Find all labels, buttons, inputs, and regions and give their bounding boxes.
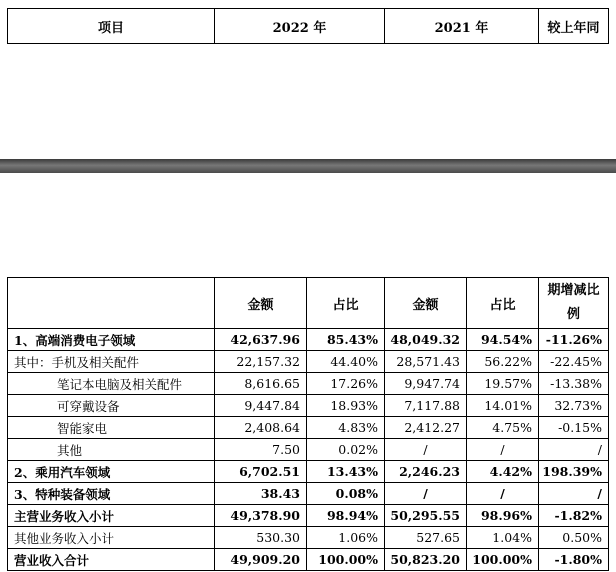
cell-change: / [539, 439, 609, 461]
cell-share-2022: 18.93% [307, 395, 385, 417]
table-row [8, 527, 609, 549]
cell-amount-2022: 49,909.20 [215, 549, 307, 571]
table-row [8, 373, 609, 395]
cell-change: -13.38% [539, 373, 609, 395]
cell-amount-2022: 42,637.96 [215, 329, 307, 351]
header-change-line1: 期增减比 [547, 283, 600, 298]
table-row [8, 461, 609, 483]
cell-change: 198.39% [539, 461, 609, 483]
row-label: 3、特种装备领域 [8, 483, 215, 505]
cell-change: -0.15% [539, 417, 609, 439]
cell-amount-2021: 9,947.74 [385, 373, 467, 395]
row-label: 其中：手机及相关配件 [8, 351, 215, 373]
page-divider-band [0, 159, 616, 173]
cell-amount-2021: 527.65 [385, 527, 467, 549]
cell-change: 0.50% [539, 527, 609, 549]
table-row [8, 439, 609, 461]
cell-share-2021: 4.42% [467, 461, 539, 483]
cell-share-2022: 98.94% [307, 505, 385, 527]
row-label: 可穿戴设备 [8, 395, 215, 417]
cell-share-2022: 85.43% [307, 329, 385, 351]
cell-change: / [539, 483, 609, 505]
cell-amount-2021: 7,117.88 [385, 395, 467, 417]
header-amount-2021: 金额 [385, 278, 467, 329]
cell-amount-2022: 2,408.64 [215, 417, 307, 439]
row-label: 智能家电 [8, 417, 215, 439]
cell-amount-2021: 2,412.27 [385, 417, 467, 439]
header-item: 项目 [8, 9, 215, 44]
revenue-table [7, 277, 609, 571]
cell-share-2021: 1.04% [467, 527, 539, 549]
row-label: 其他业务收入小计 [8, 527, 215, 549]
header-change-line2: 例 [566, 307, 580, 322]
cell-change: -1.82% [539, 505, 609, 527]
table-row [8, 329, 609, 351]
header-share-2021: 占比 [467, 278, 539, 329]
cell-amount-2021: 48,049.32 [385, 329, 467, 351]
cell-amount-2022: 6,702.51 [215, 461, 307, 483]
cell-share-2021: / [467, 483, 539, 505]
table-row [8, 417, 609, 439]
cell-change: -1.80% [539, 549, 609, 571]
cell-share-2022: 44.40% [307, 351, 385, 373]
cell-share-2022: 0.08% [307, 483, 385, 505]
cell-share-2021: 14.01% [467, 395, 539, 417]
row-label: 2、乘用汽车领域 [8, 461, 215, 483]
cell-amount-2022: 22,157.32 [215, 351, 307, 373]
cell-share-2021: 98.96% [467, 505, 539, 527]
row-label: 主营业务收入小计 [8, 505, 215, 527]
cell-amount-2022: 7.50 [215, 439, 307, 461]
header-amount-2022: 金额 [215, 278, 307, 329]
cell-amount-2021: 50,823.20 [385, 549, 467, 571]
cell-amount-2021: / [385, 439, 467, 461]
table-row [8, 549, 609, 571]
table-row [8, 483, 609, 505]
cell-share-2021: 100.00% [467, 549, 539, 571]
table-row [8, 505, 609, 527]
cell-share-2021: / [467, 439, 539, 461]
table-row [8, 395, 609, 417]
header-change [539, 278, 609, 329]
top-header-table [7, 8, 609, 44]
cell-amount-2021: 2,246.23 [385, 461, 467, 483]
cell-change: -22.45% [539, 351, 609, 373]
cell-share-2022: 13.43% [307, 461, 385, 483]
header-yoy: 较上年同 [539, 9, 609, 44]
header-year-2022: 2022 年 [215, 9, 385, 44]
cell-change: 32.73% [539, 395, 609, 417]
cell-share-2022: 4.83% [307, 417, 385, 439]
cell-amount-2022: 38.43 [215, 483, 307, 505]
table-row [8, 351, 609, 373]
cell-share-2021: 4.75% [467, 417, 539, 439]
row-label: 营业收入合计 [8, 549, 215, 571]
cell-change: -11.26% [539, 329, 609, 351]
cell-share-2022: 0.02% [307, 439, 385, 461]
cell-share-2021: 94.54% [467, 329, 539, 351]
row-label: 笔记本电脑及相关配件 [8, 373, 215, 395]
cell-amount-2022: 49,378.90 [215, 505, 307, 527]
cell-share-2021: 19.57% [467, 373, 539, 395]
cell-share-2022: 17.26% [307, 373, 385, 395]
header-share-2022: 占比 [307, 278, 385, 329]
row-label: 其他 [8, 439, 215, 461]
cell-share-2022: 1.06% [307, 527, 385, 549]
cell-amount-2022: 8,616.65 [215, 373, 307, 395]
cell-share-2022: 100.00% [307, 549, 385, 571]
top-header-row [8, 9, 609, 44]
cell-share-2021: 56.22% [467, 351, 539, 373]
table-header-row [8, 278, 609, 329]
cell-amount-2021: 50,295.55 [385, 505, 467, 527]
cell-amount-2021: / [385, 483, 467, 505]
header-year-2021: 2021 年 [385, 9, 539, 44]
row-label: 1、高端消费电子领域 [8, 329, 215, 351]
cell-amount-2021: 28,571.43 [385, 351, 467, 373]
cell-amount-2022: 9,447.84 [215, 395, 307, 417]
header-blank [8, 278, 215, 329]
cell-amount-2022: 530.30 [215, 527, 307, 549]
